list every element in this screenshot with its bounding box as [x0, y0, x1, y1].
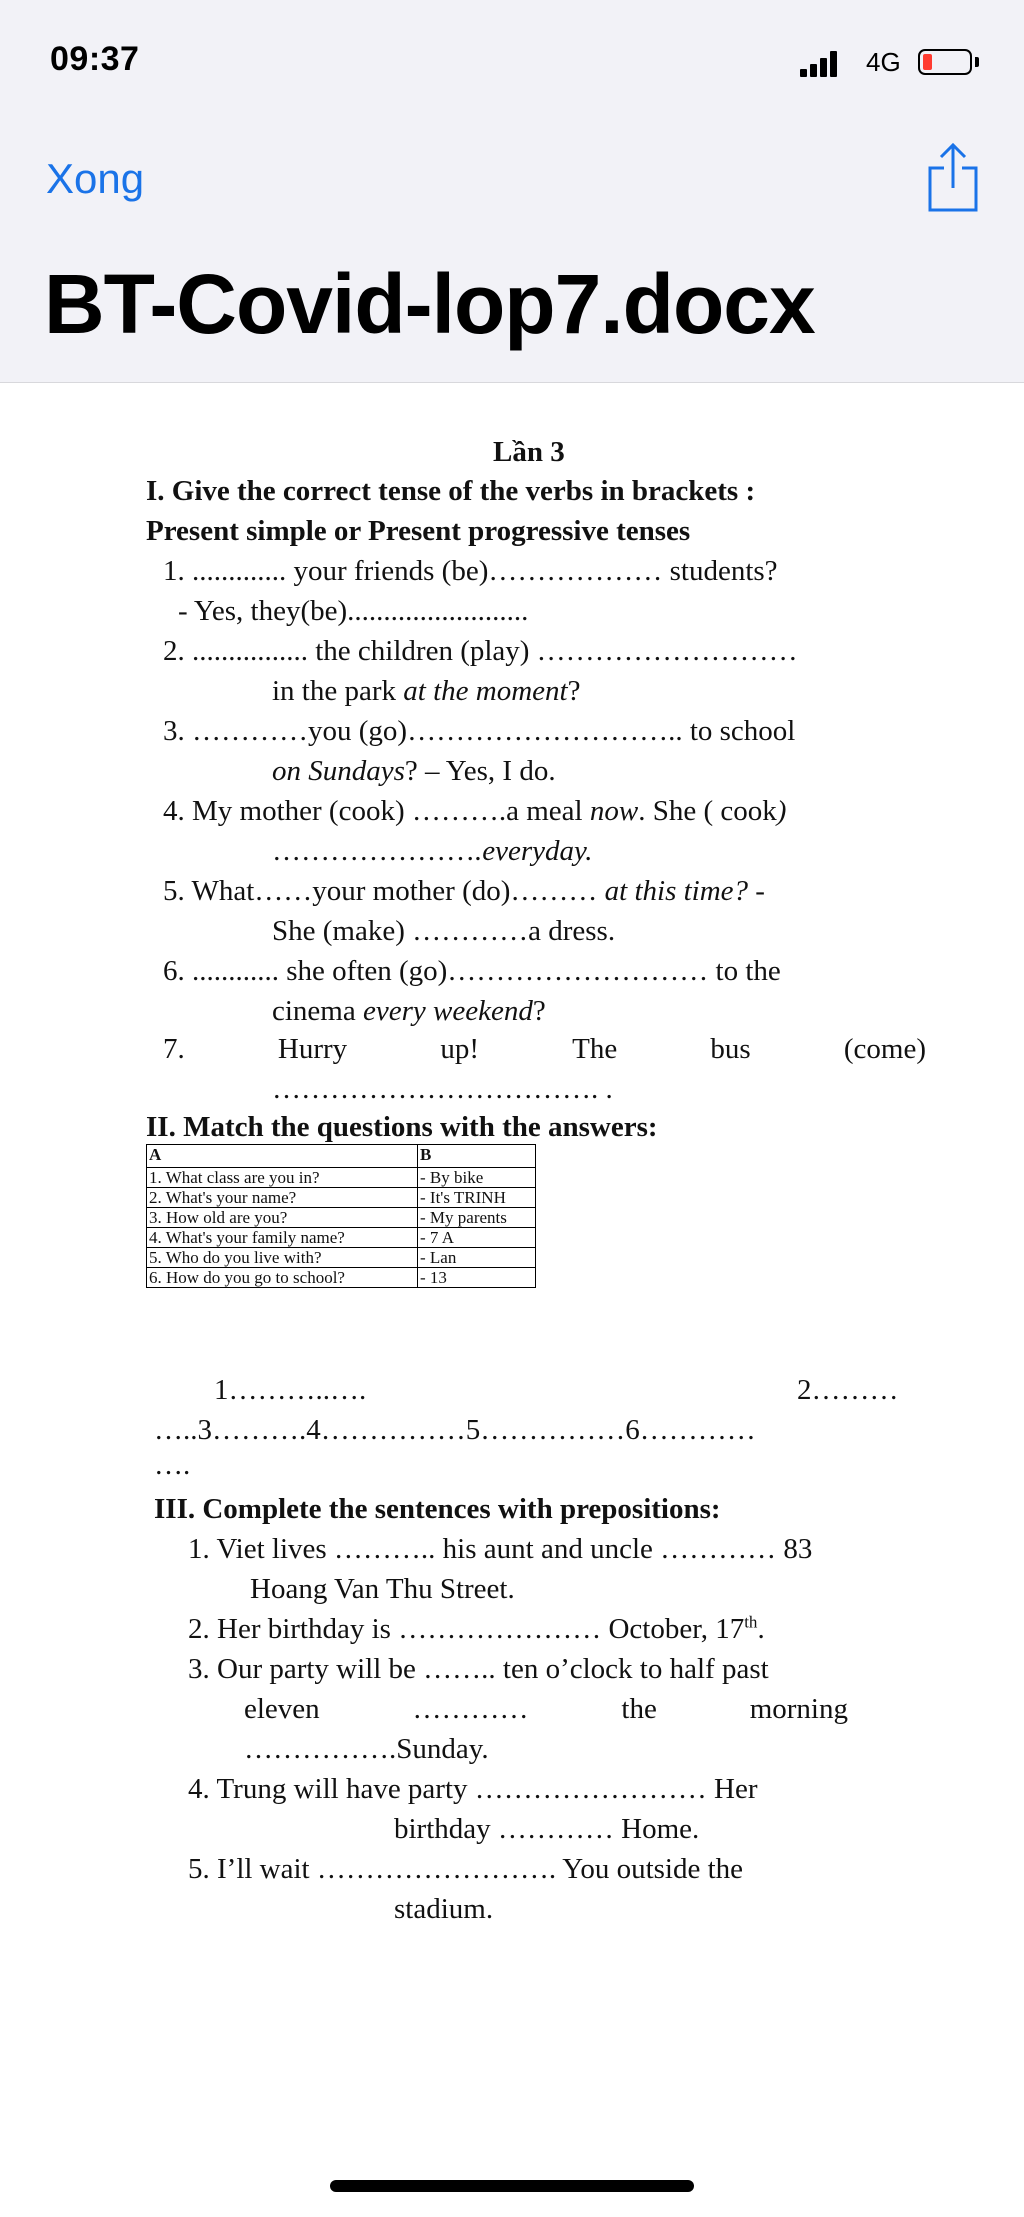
- s4-line2: birthday ………… Home.: [394, 1813, 700, 1845]
- s2-superscript: th: [744, 1612, 758, 1632]
- q2-line1: 2. ................ the children (play) ………………………: [163, 635, 798, 667]
- answer-1: 1………..….: [214, 1374, 367, 1406]
- s3-word: the: [621, 1693, 657, 1725]
- q4-line1: [163, 794, 786, 829]
- s5-line2: stadium.: [394, 1893, 494, 1925]
- s5-line1: 5. I’ll wait ……………………. You outside the: [188, 1853, 744, 1885]
- q7-word: (come): [843, 1033, 926, 1065]
- answer-cell: - My parents: [418, 1208, 536, 1228]
- network-label: 4G: [866, 47, 901, 77]
- column-a-header: A: [147, 1145, 418, 1168]
- section1-title: [146, 474, 926, 509]
- signal-icon: [800, 51, 842, 77]
- q7-word: bus: [710, 1033, 751, 1065]
- s3-line1: 3. Our party will be …….. ten o’clock to half past: [188, 1653, 769, 1685]
- q5-italic: at this time? -: [597, 875, 765, 907]
- table-row: [147, 1208, 536, 1228]
- answer-line-end: ….: [154, 1449, 191, 1481]
- question-cell: 4. What's your family name?: [147, 1228, 418, 1248]
- s1-line2: Hoang Van Thu Street.: [250, 1573, 515, 1605]
- q6-line1: 6. ............ she often (go)……………………… to the: [163, 955, 781, 987]
- s3-line3: …………….Sunday.: [244, 1733, 489, 1765]
- q5-text: 5. What……your mother (do)………: [163, 875, 598, 907]
- q2-italic: at the moment: [403, 675, 568, 707]
- answer-cell: - Lan: [418, 1248, 536, 1268]
- q7-word: Hurry: [277, 1033, 348, 1065]
- q4-italic3: .everyday.: [475, 835, 593, 867]
- q6-mark: ?: [532, 995, 546, 1027]
- q6-text: cinema: [272, 995, 363, 1027]
- status-time: 09:37: [50, 40, 140, 78]
- table-row: [147, 1168, 536, 1188]
- q1-line1: 1. ............. your friends (be)……………… students?: [163, 555, 778, 587]
- top-bar: [0, 0, 1024, 383]
- q5-line1: [163, 874, 765, 909]
- s3-word: eleven: [244, 1693, 320, 1725]
- q2-line2: [272, 674, 580, 709]
- q4-blank: …………………: [272, 835, 475, 867]
- q3-line1: 3. …………you (go)……………………….. to school: [163, 715, 796, 747]
- table-header-row: [147, 1145, 536, 1168]
- battery-icon: [918, 49, 972, 75]
- q4-line2: [272, 834, 593, 869]
- q6-italic: every weekend: [362, 995, 533, 1027]
- q4-text: 4. My mother (cook) ……….a meal: [163, 795, 590, 827]
- q3-italic: on Sundays: [272, 755, 405, 787]
- q6-line2: [272, 994, 546, 1029]
- table-row: [147, 1228, 536, 1248]
- answer-cell: - By bike: [418, 1168, 536, 1188]
- s2-line1: [188, 1612, 765, 1647]
- s4-line1: 4. Trung will have party …………………… Her: [188, 1773, 758, 1805]
- answer-2: 2………: [797, 1374, 899, 1406]
- q4-italic: now: [589, 795, 639, 827]
- document-title: BT-Covid-lop7.docx: [44, 257, 815, 351]
- q7-word: up!: [440, 1033, 479, 1065]
- question-cell: 2. What's your name?: [147, 1188, 418, 1208]
- s3-blank: …………: [412, 1693, 529, 1725]
- question-cell: 1. What class are you in?: [147, 1168, 418, 1188]
- share-icon[interactable]: [924, 140, 982, 216]
- table-row: [147, 1268, 536, 1288]
- q7-line1: [163, 1032, 926, 1067]
- answer-cell: - 7 A: [418, 1228, 536, 1248]
- s3-line2: [244, 1692, 848, 1727]
- q4-italic2: ): [776, 795, 787, 827]
- section1-subtitle: Present simple or Present progressive tenses: [146, 515, 691, 547]
- section1-title-text: I. Give the correct tense of the verbs in brackets :: [146, 475, 756, 507]
- doc-heading: Lần 3: [493, 436, 565, 468]
- s2-mark: .: [757, 1613, 765, 1645]
- matching-table: [146, 1144, 536, 1288]
- q2-mark: ?: [567, 675, 581, 707]
- battery-tip: [975, 57, 979, 67]
- home-indicator[interactable]: [330, 2180, 694, 2192]
- answer-cell: - It's TRINH: [418, 1188, 536, 1208]
- q4-text2: . She ( cook: [638, 795, 777, 827]
- question-cell: 3. How old are you?: [147, 1208, 418, 1228]
- q2-text: in the park: [272, 675, 404, 707]
- column-b-header: B: [418, 1145, 536, 1168]
- s3-word: morning: [749, 1693, 848, 1725]
- q3-answer: ? – Yes, I do.: [404, 755, 556, 787]
- q7-line2: ……………………………. .: [272, 1073, 613, 1105]
- table-row: [147, 1188, 536, 1208]
- answer-line: …..3……….4……………5……………6…………: [154, 1414, 756, 1446]
- question-cell: 5. Who do you live with?: [147, 1248, 418, 1268]
- table-row: [147, 1248, 536, 1268]
- question-cell: 6. How do you go to school?: [147, 1268, 418, 1288]
- section2-title: II. Match the questions with the answers:: [146, 1111, 658, 1143]
- section3-title: III. Complete the sentences with prepositions:: [154, 1493, 721, 1525]
- s1-line1: 1. Viet lives ……….. his aunt and uncle ………… 83: [188, 1533, 813, 1565]
- q7-word: The: [572, 1033, 618, 1065]
- done-button[interactable]: Xong: [46, 155, 145, 202]
- q1-line2: - Yes, they(be).........................: [178, 595, 529, 627]
- answer-cell: - 13: [418, 1268, 536, 1288]
- s2-text: 2. Her birthday is ………………… October, 17: [188, 1613, 745, 1645]
- q7-number: 7.: [163, 1033, 185, 1065]
- q3-line2: [272, 754, 556, 789]
- q5-line2: She (make) …………a dress.: [272, 915, 616, 947]
